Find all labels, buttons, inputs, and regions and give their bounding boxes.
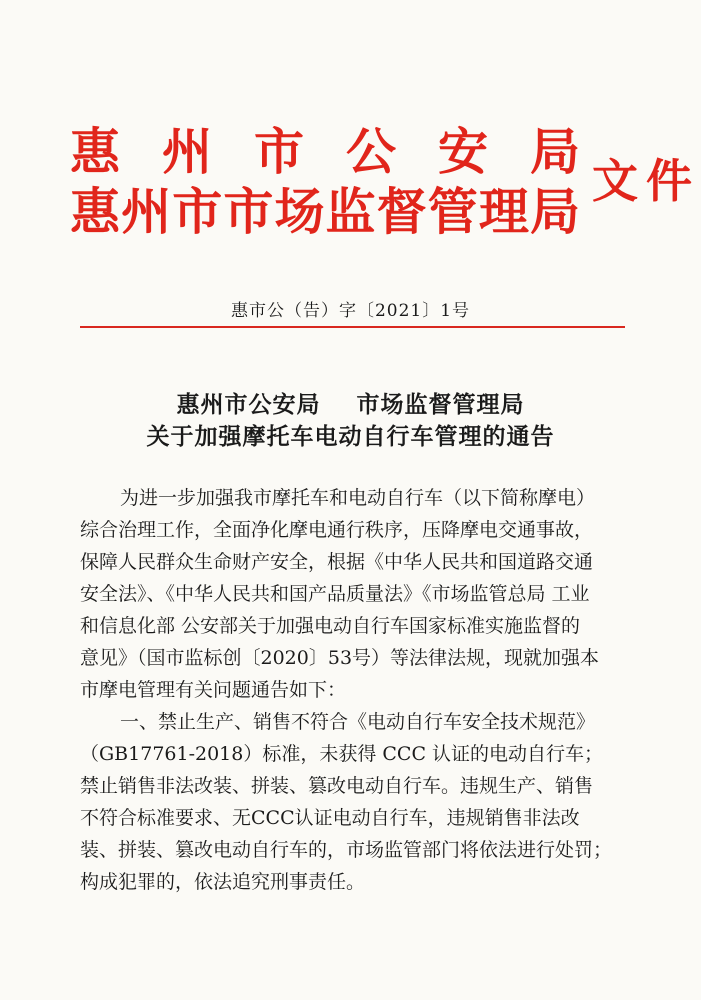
notice-body bbox=[80, 482, 640, 898]
header-char: 市 bbox=[223, 182, 274, 241]
header-char: 理 bbox=[478, 182, 529, 241]
body-line: （GB17761-2018）标准，未获得 CCC 认证的电动自行车； bbox=[80, 743, 604, 765]
body-line: 意见》（国市监标创〔2020〕53号）等法律法规，现就加强本 bbox=[80, 647, 600, 669]
issuing-org-market-supervision bbox=[70, 182, 580, 242]
body-line: 和信息化部 公安部关于加强电动自行车国家标准实施监督的 bbox=[80, 615, 581, 637]
header-char: 督 bbox=[376, 182, 427, 241]
header-char: 市 bbox=[172, 182, 223, 241]
body-line: 一、禁止生产、销售不符合《电动自行车安全技术规范》 bbox=[120, 711, 596, 733]
body-line: 保障人民群众生命财产安全，根据《中华人民共和国道路交通 bbox=[80, 551, 594, 573]
header-char: 局 bbox=[529, 182, 580, 241]
header-char: 州 bbox=[121, 182, 172, 241]
header-char: 监 bbox=[325, 182, 376, 241]
header-char: 管 bbox=[427, 182, 478, 241]
body-line: 禁止销售非法改装、拼装、篡改电动自行车。违规生产、销售 bbox=[80, 775, 594, 797]
notice-title-line1: 惠州市公安局 市场监督管理局 bbox=[176, 391, 525, 418]
red-divider bbox=[80, 326, 625, 328]
document-number: 惠市公（告）字〔2021〕1号 bbox=[230, 301, 471, 321]
body-line: 市摩电管理有关问题通告如下： bbox=[80, 679, 347, 701]
body-line: 构成犯罪的，依法追究刑事责任。 bbox=[80, 871, 366, 893]
header-char: 惠 bbox=[70, 182, 120, 241]
paragraph-item-1 bbox=[80, 706, 640, 898]
notice-title-line2: 关于加强摩托车电动自行车管理的通告 bbox=[146, 423, 555, 450]
issuing-org-public-security bbox=[70, 122, 580, 182]
header-char: 惠 bbox=[70, 122, 120, 181]
header-char: 公 bbox=[346, 122, 396, 181]
header-char: 安 bbox=[438, 122, 488, 181]
body-line: 安全法》、《中华人民共和国产品质量法》《市场监管总局 工业 bbox=[80, 583, 590, 605]
body-line: 为进一步加强我市摩托车和电动自行车（以下简称摩电） bbox=[120, 487, 596, 509]
body-line: 装、拼装、篡改电动自行车的，市场监管部门将依法进行处罚； bbox=[80, 839, 613, 861]
header-char: 局 bbox=[530, 122, 580, 181]
body-line: 综合治理工作，全面净化摩电通行秩序，压降摩电交通事故， bbox=[80, 519, 594, 541]
header-char: 场 bbox=[274, 182, 325, 241]
body-line: 不符合标准要求、无CCC认证电动自行车，违规销售非法改 bbox=[80, 807, 580, 829]
document-suffix: 文件 bbox=[592, 154, 700, 208]
header-char: 市 bbox=[254, 122, 304, 181]
paragraph-intro bbox=[80, 482, 640, 706]
header-char: 州 bbox=[162, 122, 212, 181]
